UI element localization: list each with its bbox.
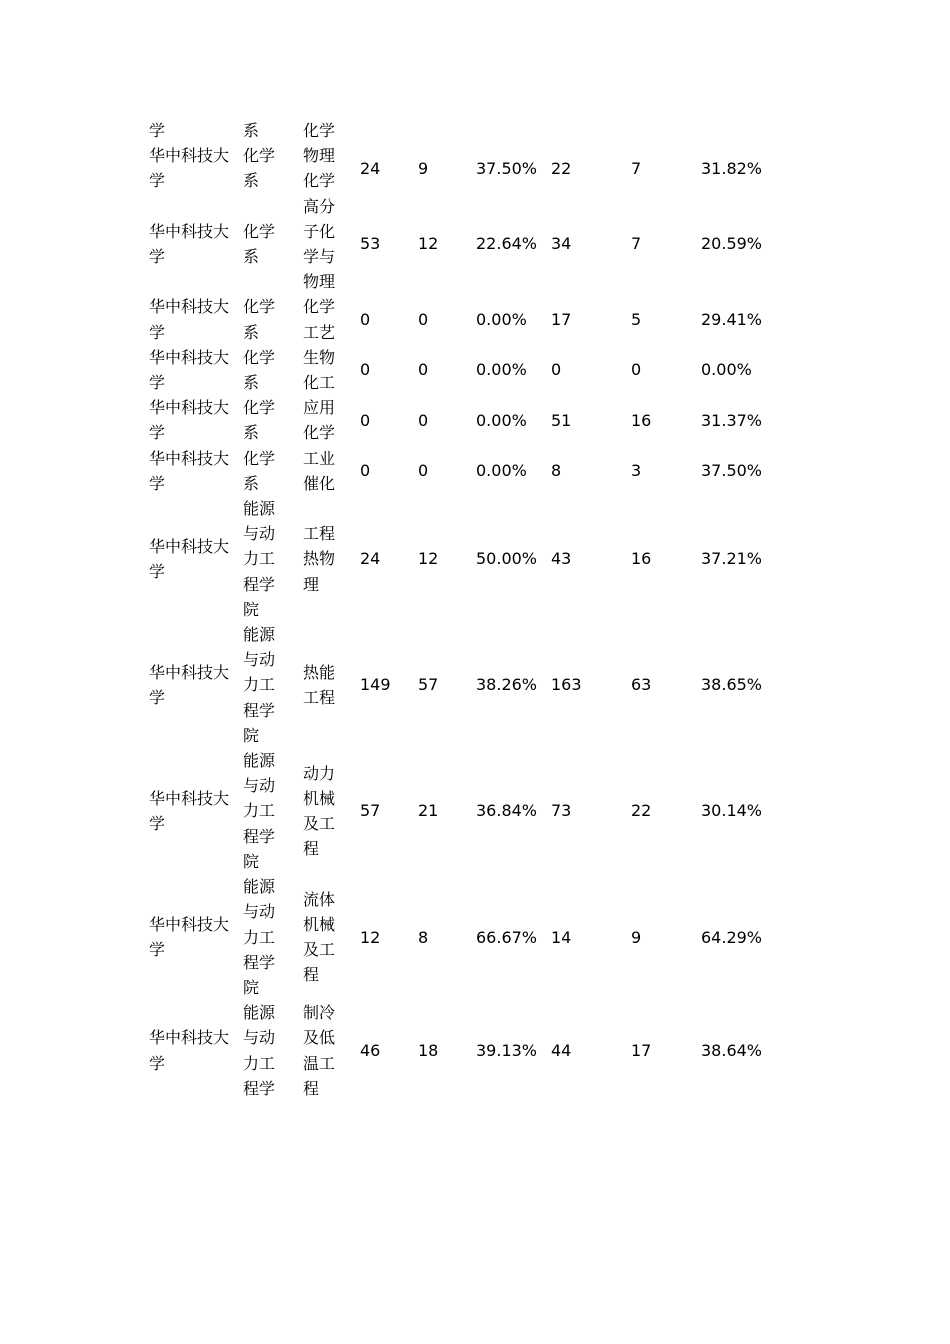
university-cell-text: 华中科技大学 (149, 297, 230, 342)
department-cell-text: 能源与动力工程学院 (243, 751, 276, 871)
percent-cell-1-text: 39.13% (476, 1040, 538, 1060)
value-cell-3-text: 14 (551, 927, 572, 947)
value-cell-4-text: 17 (631, 1040, 652, 1060)
percent-cell-1-text: 37.50% (476, 158, 538, 178)
value-cell-2 (418, 294, 476, 344)
value-cell-4 (631, 748, 701, 874)
major-cell (303, 1000, 360, 1101)
value-cell-2-text: 0 (418, 461, 429, 481)
value-cell-2 (418, 143, 476, 193)
percent-cell-2 (701, 748, 950, 874)
value-cell-3-text: 51 (551, 410, 572, 430)
percent-cell-2 (701, 874, 950, 1000)
department-cell (243, 294, 303, 344)
percent-cell-2-text: 31.37% (701, 410, 763, 430)
table-row (0, 622, 950, 748)
value-cell-1 (360, 395, 418, 445)
percent-cell-1 (476, 194, 551, 295)
major-cell (303, 622, 360, 748)
percent-cell-1-text: 0.00% (476, 410, 527, 430)
value-cell-1-text: 149 (360, 675, 391, 695)
university-cell-text: 华中科技大学 (149, 788, 230, 834)
value-cell-1-text: 0 (360, 310, 371, 330)
value-cell-3 (551, 345, 631, 395)
university-cell (0, 874, 243, 1000)
percent-cell-2-text: 37.50% (701, 461, 763, 481)
value-cell-2 (418, 395, 476, 445)
value-cell-2 (418, 496, 476, 622)
value-cell-3 (551, 874, 631, 1000)
department-cell-text: 能源与动力工程学院 (243, 499, 276, 619)
university-cell (0, 496, 243, 622)
university-cell-text: 华中科技大学 (149, 662, 230, 708)
department-cell (243, 748, 303, 874)
value-cell-3-text: 0 (551, 360, 562, 380)
percent-cell-1 (476, 1000, 551, 1101)
value-cell-2-text: 12 (418, 234, 439, 254)
value-cell-2 (418, 446, 476, 496)
value-cell-4-text: 16 (631, 549, 652, 569)
value-cell-2-text: 9 (418, 158, 429, 178)
table-row (0, 294, 950, 344)
department-cell-text: 化学系 (243, 221, 276, 267)
value-cell-2 (418, 622, 476, 748)
percent-cell-2 (701, 1000, 950, 1101)
percent-cell-2-text: 0.00% (701, 360, 752, 380)
major-cell-text: 生物化工 (303, 347, 336, 393)
university-cell (0, 143, 243, 193)
percent-cell-1-text: 0.00% (476, 461, 527, 481)
percent-cell-2 (701, 395, 950, 445)
percent-cell-2-text: 38.65% (701, 675, 763, 695)
percent-cell-2 (701, 294, 950, 344)
value-cell-1 (360, 143, 418, 193)
university-cell-text: 华中科技大学 (149, 347, 230, 393)
value-cell-1 (360, 345, 418, 395)
percent-cell-1-text: 22.64% (476, 234, 538, 254)
university-cell (0, 395, 243, 445)
percent-cell-1 (476, 294, 551, 344)
percent-cell-1 (476, 446, 551, 496)
department-cell (243, 1000, 303, 1101)
university-cell-text: 华中科技大学 (149, 221, 230, 267)
university-cell-text: 华中科技大学 (149, 146, 230, 191)
percent-cell-1-text: 0.00% (476, 360, 527, 380)
university-cell-text: 华中科技大学 (149, 398, 230, 443)
major-cell-text: 热能工程 (303, 662, 336, 708)
table-row (0, 118, 950, 143)
percent-cell-2-text: 64.29% (701, 927, 763, 947)
percent-cell-1 (476, 395, 551, 445)
major-cell-text: 制冷及低温工程 (303, 1003, 336, 1098)
university-cell (0, 118, 243, 143)
value-cell-2-text: 18 (418, 1040, 439, 1060)
department-cell-text: 化学系 (243, 297, 276, 342)
value-cell-3-text: 43 (551, 549, 572, 569)
major-cell-text: 流体机械及工程 (303, 889, 336, 985)
percent-cell-2 (701, 143, 950, 193)
value-cell-3-text: 17 (551, 310, 572, 330)
percent-cell-2-text: 20.59% (701, 234, 763, 254)
value-cell-4-text: 16 (631, 410, 652, 430)
value-cell-2 (418, 345, 476, 395)
value-cell-1 (360, 874, 418, 1000)
value-cell-1-text: 0 (360, 461, 371, 481)
major-cell (303, 194, 360, 295)
value-cell-3-text: 163 (551, 675, 582, 695)
department-cell-text: 化学系 (243, 398, 276, 443)
value-cell-4 (631, 345, 701, 395)
value-cell-1 (360, 194, 418, 295)
data-table (0, 118, 950, 1101)
value-cell-1-text: 0 (360, 410, 371, 430)
department-cell-text: 能源与动力工程学 (243, 1003, 276, 1098)
major-cell-text: 应用化学 (303, 398, 336, 443)
department-cell-text: 能源与动力工程学院 (243, 625, 276, 745)
table-row (0, 446, 950, 496)
percent-cell-1 (476, 143, 551, 193)
major-cell (303, 496, 360, 622)
value-cell-2 (418, 1000, 476, 1101)
major-cell (303, 395, 360, 445)
department-cell (243, 194, 303, 295)
value-cell-3 (551, 622, 631, 748)
percent-cell-2 (701, 194, 950, 295)
major-cell (303, 446, 360, 496)
percent-cell-2 (701, 345, 950, 395)
value-cell-1-text: 24 (360, 158, 381, 178)
value-cell-4-text: 22 (631, 801, 652, 821)
major-cell-text: 化学 (303, 121, 336, 140)
table-row (0, 748, 950, 874)
value-cell-4 (631, 496, 701, 622)
major-cell (303, 294, 360, 344)
value-cell-3-text: 73 (551, 801, 572, 821)
value-cell-1 (360, 622, 418, 748)
value-cell-1-text: 0 (360, 360, 371, 380)
value-cell-4-text: 5 (631, 310, 642, 330)
percent-cell-2-text: 38.64% (701, 1040, 763, 1060)
department-cell (243, 446, 303, 496)
department-cell (243, 143, 303, 193)
value-cell-4-text: 3 (631, 461, 642, 481)
department-cell-text: 能源与动力工程学院 (243, 877, 276, 997)
value-cell-1-text: 57 (360, 801, 381, 821)
percent-cell-1 (476, 622, 551, 748)
major-cell (303, 143, 360, 193)
percent-cell-2 (701, 118, 950, 143)
department-cell-text: 化学系 (243, 448, 276, 493)
value-cell-4-text: 7 (631, 234, 642, 254)
department-cell (243, 118, 303, 143)
percent-cell-2-text: 29.41% (701, 310, 763, 330)
value-cell-4 (631, 143, 701, 193)
value-cell-3 (551, 496, 631, 622)
major-cell (303, 748, 360, 874)
university-cell-text: 华中科技大学 (149, 448, 230, 493)
value-cell-2-text: 57 (418, 675, 439, 695)
university-cell-text: 华中科技大学 (149, 914, 230, 960)
university-cell-text: 华中科技大学 (149, 1028, 230, 1073)
value-cell-2 (418, 194, 476, 295)
value-cell-1 (360, 1000, 418, 1101)
table-row (0, 496, 950, 622)
department-cell (243, 345, 303, 395)
percent-cell-1 (476, 118, 551, 143)
value-cell-1 (360, 294, 418, 344)
value-cell-1 (360, 446, 418, 496)
value-cell-4 (631, 622, 701, 748)
value-cell-2 (418, 118, 476, 143)
value-cell-1 (360, 748, 418, 874)
value-cell-4 (631, 446, 701, 496)
university-cell (0, 446, 243, 496)
value-cell-4-text: 63 (631, 675, 652, 695)
major-cell (303, 118, 360, 143)
university-cell (0, 748, 243, 874)
department-cell (243, 874, 303, 1000)
value-cell-1 (360, 118, 418, 143)
value-cell-3 (551, 294, 631, 344)
major-cell-text: 工业催化 (303, 448, 336, 493)
percent-cell-2-text: 31.82% (701, 158, 763, 178)
percent-cell-1 (476, 345, 551, 395)
value-cell-1-text: 46 (360, 1040, 381, 1060)
value-cell-4-text: 7 (631, 158, 642, 178)
department-cell-text: 化学系 (243, 146, 276, 191)
value-cell-4 (631, 118, 701, 143)
percent-cell-2-text: 37.21% (701, 549, 763, 569)
major-cell-text: 动力机械及工程 (303, 763, 336, 859)
percent-cell-2 (701, 446, 950, 496)
percent-cell-1-text: 36.84% (476, 801, 538, 821)
percent-cell-1-text: 0.00% (476, 310, 527, 330)
value-cell-3 (551, 194, 631, 295)
table-body (0, 118, 950, 1101)
value-cell-3-text: 34 (551, 234, 572, 254)
value-cell-2-text: 21 (418, 801, 439, 821)
value-cell-3 (551, 1000, 631, 1101)
department-cell (243, 496, 303, 622)
percent-cell-1-text: 38.26% (476, 675, 538, 695)
university-cell-text: 华中科技大学 (149, 536, 230, 582)
value-cell-1-text: 12 (360, 927, 381, 947)
value-cell-2-text: 0 (418, 310, 429, 330)
major-cell (303, 345, 360, 395)
value-cell-3-text: 8 (551, 461, 562, 481)
value-cell-1 (360, 496, 418, 622)
department-cell (243, 395, 303, 445)
value-cell-3 (551, 446, 631, 496)
university-cell (0, 1000, 243, 1101)
value-cell-2-text: 12 (418, 549, 439, 569)
percent-cell-1-text: 50.00% (476, 549, 538, 569)
department-cell-text: 系 (243, 121, 260, 140)
value-cell-4 (631, 395, 701, 445)
value-cell-2 (418, 748, 476, 874)
value-cell-1-text: 24 (360, 549, 381, 569)
percent-cell-1 (476, 874, 551, 1000)
major-cell (303, 874, 360, 1000)
university-cell (0, 194, 243, 295)
value-cell-2-text: 0 (418, 410, 429, 430)
department-cell-text: 化学系 (243, 347, 276, 393)
university-cell (0, 622, 243, 748)
table-row (0, 345, 950, 395)
percent-cell-2-text: 30.14% (701, 801, 763, 821)
value-cell-2-text: 8 (418, 927, 429, 947)
value-cell-4 (631, 1000, 701, 1101)
major-cell-text: 高分子化学与物理 (303, 196, 336, 292)
value-cell-3 (551, 118, 631, 143)
value-cell-4 (631, 194, 701, 295)
university-cell (0, 294, 243, 344)
percent-cell-1 (476, 748, 551, 874)
department-cell (243, 622, 303, 748)
value-cell-4 (631, 294, 701, 344)
value-cell-3 (551, 748, 631, 874)
major-cell-text: 物理化学 (303, 146, 336, 191)
value-cell-2-text: 0 (418, 360, 429, 380)
major-cell-text: 工程热物理 (303, 524, 336, 594)
major-cell-text: 化学工艺 (303, 297, 336, 342)
table-row (0, 1000, 950, 1101)
table-row (0, 143, 950, 193)
percent-cell-2 (701, 622, 950, 748)
value-cell-3-text: 44 (551, 1040, 572, 1060)
table-row (0, 395, 950, 445)
percent-cell-1-text: 66.67% (476, 927, 538, 947)
value-cell-4-text: 9 (631, 927, 642, 947)
percent-cell-1 (476, 496, 551, 622)
value-cell-4 (631, 874, 701, 1000)
university-cell (0, 345, 243, 395)
percent-cell-2 (701, 496, 950, 622)
table-row (0, 874, 950, 1000)
table-row (0, 194, 950, 295)
value-cell-1-text: 53 (360, 234, 381, 254)
university-cell-text: 学 (149, 121, 166, 140)
value-cell-3-text: 22 (551, 158, 572, 178)
value-cell-4-text: 0 (631, 360, 642, 380)
value-cell-3 (551, 143, 631, 193)
value-cell-2 (418, 874, 476, 1000)
value-cell-3 (551, 395, 631, 445)
